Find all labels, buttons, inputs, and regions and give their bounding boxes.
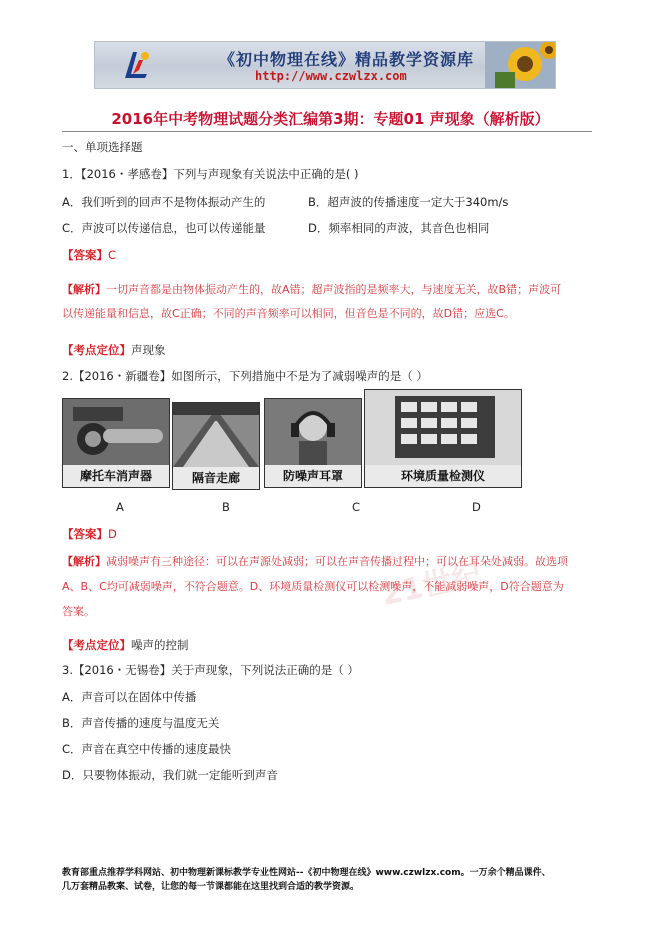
banner-url[interactable]: http://www.czwlzx.com	[255, 69, 407, 83]
q2-analysis-label: 【解析】	[62, 555, 106, 568]
header-banner	[94, 41, 556, 89]
q2-analysis-text-1: 减弱噪声有三种途径：可以在声源处减弱；可以在声音传播过程中；可以在耳朵处减弱。故选项	[106, 555, 568, 568]
q1-analysis-1	[62, 281, 561, 297]
q1-analysis-text-2: 以传递能量和信息，故C正确；不同的声音频率可以相同，但音色是不同的，故D错；应选C。	[62, 307, 515, 320]
q3-stem: 3.【2016・无锡卷】关于声现象，下列说法正确的是（ ）	[62, 663, 359, 677]
q2-picture-d	[364, 389, 522, 488]
q2-stem: 2.【2016・新疆卷】如图所示，下列措施中不是为了减弱噪声的是（ ）	[62, 369, 428, 383]
q1-answer-value: C	[108, 248, 117, 262]
q1-option-c: C．声波可以传递信息，也可以传递能量	[62, 221, 266, 235]
q2-picture-c	[264, 398, 362, 488]
q3-option-c: C．声音在真空中传播的速度最快	[62, 742, 232, 756]
q3-option-d: D．只要物体振动，我们就一定能听到声音	[62, 768, 278, 782]
q2-analysis-text-2: A、B、C均可减弱噪声，不符合题意。D、环境质量检测仪可以检测噪声，不能减弱噪声，D符合题意为	[62, 580, 564, 593]
q2-letter-c: C	[352, 500, 361, 514]
document-title: 2016年中考物理试题分类汇编第3期：专题01 声现象（解析版）	[111, 110, 550, 128]
q2-point	[62, 637, 189, 653]
q2-answer	[62, 526, 117, 542]
q1-answer	[62, 247, 116, 263]
q2-point-value: 噪声的控制	[131, 638, 189, 652]
title-divider	[62, 131, 592, 132]
q2-answer-value: D	[108, 527, 117, 541]
q2-caption-a: 摩托车消声器	[63, 465, 169, 487]
environment-monitor-icon	[365, 390, 521, 465]
section-heading: 一、单项选择题	[62, 140, 143, 154]
q2-letter-d: D	[472, 500, 481, 514]
q1-point	[62, 342, 166, 358]
ear-muffs-icon	[265, 399, 361, 465]
site-logo-icon	[119, 48, 153, 82]
q1-option-d: D．频率相同的声波，其音色也相同	[308, 221, 490, 235]
q1-stem: 1．【2016・孝感卷】下列与声现象有关说法中正确的是( )	[62, 167, 359, 181]
q1-answer-label: 【答案】	[62, 248, 108, 262]
q1-point-value: 声现象	[131, 343, 166, 357]
q2-caption-c: 防噪声耳罩	[265, 465, 361, 487]
q2-figure	[62, 396, 532, 496]
q2-picture-a	[62, 398, 170, 488]
q2-point-label: 【考点定位】	[62, 638, 131, 652]
motorcycle-muffler-icon	[63, 399, 169, 465]
q1-option-b: B．超声波的传播速度一定大于340m/s	[308, 195, 509, 209]
q2-picture-b	[172, 402, 260, 490]
soundproof-corridor-icon	[173, 403, 259, 467]
q2-answer-label: 【答案】	[62, 527, 108, 541]
q2-analysis-1	[62, 553, 568, 569]
page-footer	[62, 866, 551, 894]
q2-analysis-text-3: 答案。	[62, 605, 95, 618]
q2-caption-d: 环境质量检测仪	[365, 465, 521, 487]
q3-option-a: A．声音可以在固体中传播	[62, 690, 197, 704]
footer-line-1: 教育部重点推荐学科网站、初中物理新课标教学专业性网站--《初中物理在线》www.czwlzx.com。一万余个精品课件、	[62, 868, 551, 878]
footer-line-2: 几万套精品教案、试卷，让您的每一节课都能在这里找到合适的教学资源。	[62, 882, 360, 892]
watermark: 21世纪	[378, 557, 486, 614]
sunflower-icon	[485, 42, 555, 88]
q2-caption-b: 隔音走廊	[173, 467, 259, 489]
q1-point-label: 【考点定位】	[62, 343, 131, 357]
q2-letter-a: A	[116, 500, 124, 514]
banner-title: 《初中物理在线》精品教学资源库	[219, 50, 475, 69]
q1-analysis-label: 【解析】	[62, 283, 106, 296]
q1-option-a: A．我们听到的回声不是物体振动产生的	[62, 195, 266, 209]
q3-option-b: B．声音传播的速度与温度无关	[62, 716, 220, 730]
q2-letter-b: B	[222, 500, 230, 514]
q1-analysis-text-1: 一切声音都是由物体振动产生的，故A错；超声波指的是频率大，与速度无关，故B错；声波可	[106, 283, 562, 296]
